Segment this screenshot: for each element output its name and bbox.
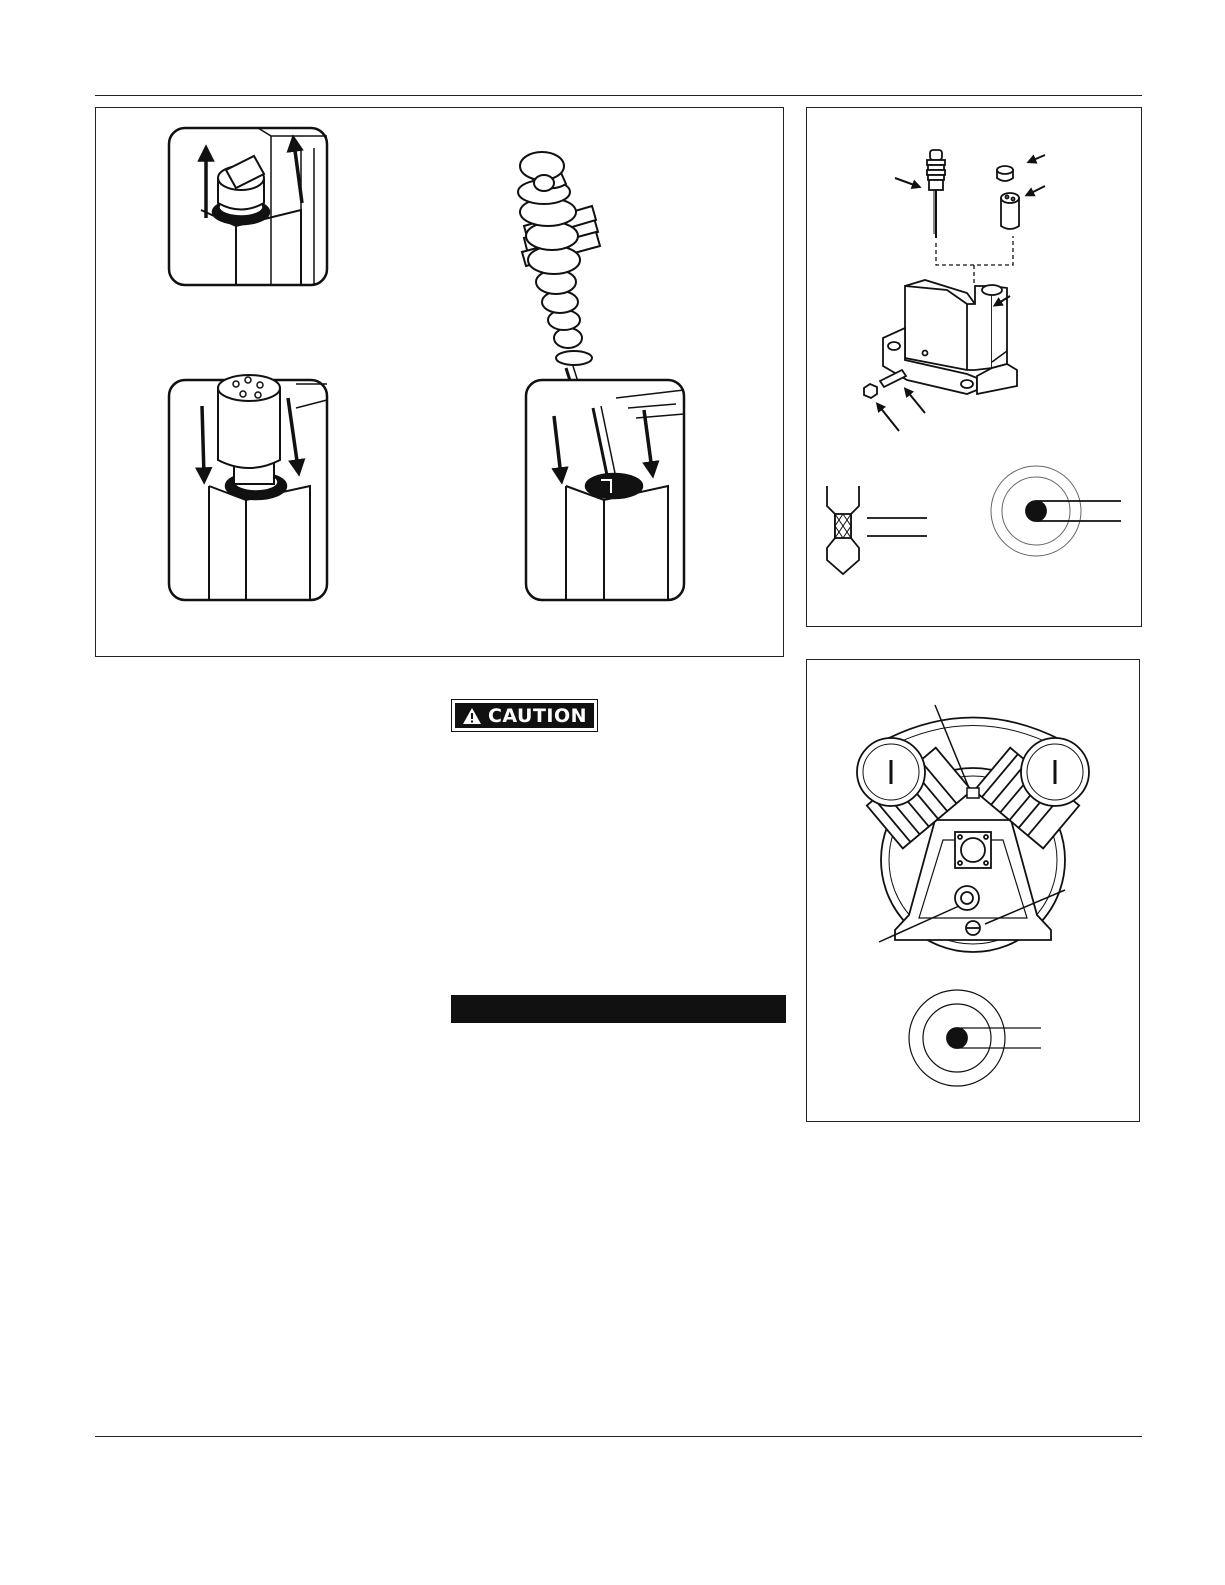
panel-insert-dipstick bbox=[526, 380, 684, 600]
panel-remove-cap bbox=[169, 128, 327, 285]
parts-illustration bbox=[807, 108, 1141, 626]
figure-pump-front bbox=[806, 659, 1140, 1122]
warning-triangle-icon bbox=[462, 707, 482, 725]
panel-insert-breather bbox=[169, 375, 327, 600]
figure-oil-fill bbox=[95, 107, 784, 657]
oil-fill-illustration bbox=[96, 108, 783, 656]
figure-parts-exploded bbox=[806, 107, 1142, 627]
section-header-bar bbox=[451, 995, 786, 1023]
footer-rule bbox=[95, 1436, 1142, 1437]
caution-box bbox=[451, 699, 598, 732]
header-rule bbox=[95, 95, 1142, 96]
caution-label: CAUTION bbox=[487, 704, 588, 727]
pump-illustration bbox=[807, 660, 1139, 1121]
